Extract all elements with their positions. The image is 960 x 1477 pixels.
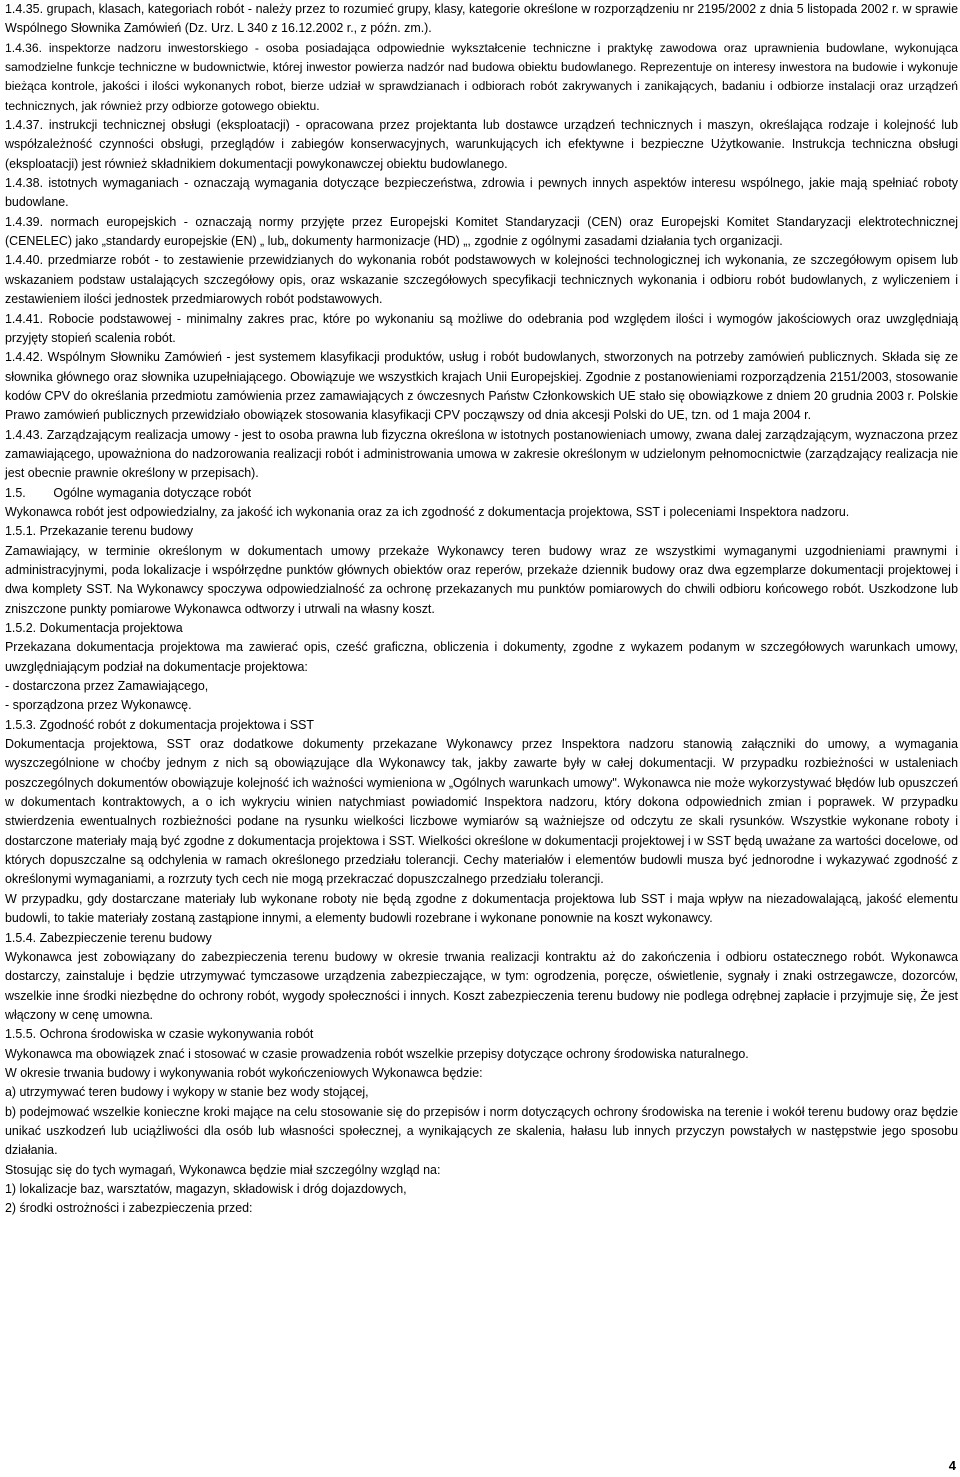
paragraph-1-5-3-continued: W przypadku, gdy dostarczane materiały lub wykonane roboty nie będą zgodne z dokumentacja projektowa lub SST i maja wpływ na niezadowalającą, jakość elementu budowli, to takie materiały zostaną zastąpione innymi, a elementy budowli rozebrane i wykonane ponownie na koszt wykonawcy. xyxy=(5,891,958,926)
paragraph-1-4-38: 1.4.38. istotnych wymaganiach - oznaczają wymagania dotyczące bezpieczeństwa, zdrowia i pewnych innych aspektów interesu wspólnego, jakie mają spełniać roboty budowlane. xyxy=(5,176,958,210)
list-item-2: 2) środki ostrożności i zabezpieczenia przed: xyxy=(5,1201,253,1216)
page-number: 4 xyxy=(948,1458,956,1473)
paragraph-1-5-1: Zamawiający, w terminie określonym w dokumentach umowy przekaże Wykonawcy teren budowy wraz ze wszystkimi wymaganymi uzgodnieniami prawnymi i administracyjnymi, poda lokalizacje i współrzędne punktów głównych obiektów oraz reperów, przekaże dziennik budowy oraz dwa egzemplarze dokumentacji projektowej i dwa komplety SST. Na Wykonawcy spoczywa odpowiedzialność za ochronę przekazanych mu punktów pomiarowych do chwili odbioru końcowego robót. Uszkodzone lub zniszczone punkty pomiarowe Wykonawca odtworzy i utrwali na własny koszt. xyxy=(5,543,958,616)
paragraph-1-5-5-regard: Stosując się do tych wymagań, Wykonawca będzie miał szczególny wzgląd na: xyxy=(5,1162,441,1177)
paragraph-1-5-5-duties-intro: W okresie trwania budowy i wykonywania robót wykończeniowych Wykonawca będzie: xyxy=(5,1065,483,1080)
list-item-b: b) podejmować wszelkie konieczne kroki mające na celu stosowanie się do przepisów i norm dotyczących ochrony środowiska na terenie i wokół terenu budowy oraz będzie unikać uszkodzeń lub uciążliwości dla osób lub własności społecznej, a wynikających ze skalenia, hałasu lub innych przyczyn powstałych w następstwie jego sposobu działania. xyxy=(5,1104,958,1158)
section-heading-1-5-2: 1.5.2. Dokumentacja projektowa xyxy=(5,621,183,635)
list-item-dostarczona: - dostarczona przez Zamawiającego, xyxy=(5,679,209,694)
paragraph-1-4-37: 1.4.37. instrukcji technicznej obsługi (eksploatacji) - opracowana przez projektanta lub dostawce urządzeń technicznych i maszyn, określająca rodzaje i kolejność lub współzależność czynności obsługi, przeglądów i zabiegów konserwacyjnych, warunkujących ich efektywne i bezpieczne Użytkowanie. Instrukcja techniczna obsługi (eksploatacji) jest również składnikiem dokumentacji powykonawczej obiektu budowlanego. xyxy=(5,118,958,171)
paragraph-1-5-4: Wykonawca jest zobowiązany do zabezpieczenia terenu budowy w okresie trwania realizacji kontraktu aż do zakończenia i odbioru ostatecznego robót. Wykonawca dostarczy, zainstaluje i będzie utrzymywać tymczasowe urządzenia zabezpieczające, w tym: ogrodzenia, poręcze, oświetlenie, sygnały i znaki ostrzegawcze, dozorców, wszelkie inne środki niezbędne do ochrony robót, wygody społeczności i innych. Koszt zabezpieczenia terenu budowy nie podlega odrębnej zapłacie i przyjmuje się, Że jest włączony w cenę umowna. xyxy=(5,949,958,1022)
paragraph-1-4-43: 1.4.43. Zarządzającym realizacja umowy - jest to osoba prawna lub fizyczna określona w istotnych postanowieniach umowy, zwana dalej zarządzającym, wyznaczona przez zamawiającego, upoważniona do nadzorowania realizacji robót i administrowania umowa w zakresie określonym w udzielonym pełnomocnictwie (zarządzający realizacja nie jest obecnie prawnie określony w przepisach). xyxy=(5,427,958,481)
paragraph-1-4-35: 1.4.35. grupach, klasach, kategoriach robót - należy przez to rozumieć grupy, klasy, kategorie określone w rozporządzeniu nr 2195/2002 z dnia 5 listopada 2002 r. w sprawie Wspólnego Słownika Zamówień (Dz. Urz. L 340 z 16.12.2002 r., z późn. zm.). xyxy=(5,2,958,36)
paragraph-1-4-40: 1.4.40. przedmiarze robót - to zestawienie przewidzianych do wykonania robót podstawowych w kolejności technologicznej ich wykonania, ze szczegółowym opisem lub wskazaniem podstaw ustalających szczegółowy opis, oraz wskazanie szczegółowych specyfikacji technicznych wykonania i odbioru robót budowlanych, z wyliczeniem i zestawieniem ilości jednostek przedmiarowych robót podstawowych. xyxy=(5,253,958,307)
list-item-a: a) utrzymywać teren budowy i wykopy w stanie bez wody stojącej, xyxy=(5,1085,369,1100)
section-heading-1-5-3: 1.5.3. Zgodność robót z dokumentacja projektowa i SST xyxy=(5,717,315,732)
section-heading-1-5: 1.5. Ogólne wymagania dotyczące robót xyxy=(5,485,252,500)
paragraph-1-5-5: Wykonawca ma obowiązek znać i stosować w czasie prowadzenia robót wszelkie przepisy dotyczące ochrony środowiska naturalnego. xyxy=(5,1046,749,1061)
section-heading-1-5-1: 1.5.1. Przekazanie terenu budowy xyxy=(5,524,194,539)
section-heading-1-5-4: 1.5.4. Zabezpieczenie terenu budowy xyxy=(5,930,212,945)
document-body xyxy=(5,0,958,1219)
paragraph-1-4-36: 1.4.36. inspektorze nadzoru inwestorskiego - osoba posiadająca odpowiednie wykształcenie techniczne i praktykę zawodowa oraz uprawnienia budowlane, wykonująca samodzielne funkcje techniczne w budownictwie, której inwestor powierza nadzór nad budowa obiektu budowlanego. Reprezentuje on interesy inwestora na budowie i wykonuje bieżąca kontrole, jakości i ilości wykonanych robot, bierze udział w sprawdzianach i odbiorach robót zakrywanych i zanikających, badaniu i odbiorze instalacji oraz urządzeń technicznych, jak również przy odbiorze gotowego obiektu. xyxy=(5,40,958,113)
list-item-sporzadzona: - sporządzona przez Wykonawcę. xyxy=(5,698,192,713)
paragraph-1-4-42: 1.4.42. Wspólnym Słowniku Zamówień - jest systemem klasyfikacji produktów, usług i robót budowlanych, stworzonych na potrzeby zamówień publicznych. Składa się ze słownika głównego oraz słownika uzupełniającego. Obowiązuje we wszystkich krajach Unii Europejskiej. Zgodnie z postanowieniami rozporządzenia 2151/2003, stosowanie kodów CPV do określania przedmiotu zamówienia przez zamawiających z ówczesnych Państw Członkowskich UE stało się obowiązkowe z dniem 20 grudnia 2003 r. Polskie Prawo zamówień publicznych przewidziało obowiązek stosowania klasyfikacji CPV począwszy od dnia akcesji Polski do UE, tzn. od 1 maja 2004 r. xyxy=(5,350,958,423)
section-heading-1-5-5: 1.5.5. Ochrona środowiska w czasie wykonywania robót xyxy=(5,1027,314,1042)
paragraph-1-4-41: 1.4.41. Robocie podstawowej - minimalny zakres prac, które po wykonaniu są możliwe do odebrania pod względem ilości i wymogów jakościowych oraz uwzględniają przyjęty stopień scalenia robót. xyxy=(5,311,958,345)
paragraph-1-5-intro: Wykonawca robót jest odpowiedzialny, za jakość ich wykonania oraz za ich zgodność z dokumentacja projektowa, SST i poleceniami Inspektora nadzoru. xyxy=(5,504,850,519)
list-item-1: 1) lokalizacje baz, warsztatów, magazyn, składowisk i dróg dojazdowych, xyxy=(5,1181,407,1196)
paragraph-1-5-3: Dokumentacja projektowa, SST oraz dodatkowe dokumenty przekazane Wykonawcy przez Inspektora nadzoru stanowią załączniki do umowy, a wymagania wyszczególnione w choćby jednym z nich są obowiązujące dla Wykonawcy tak, jakby zawarte były w całej dokumentacji. W przypadku rozbieżności w ustaleniach poszczególnych dokumentów obowiązuje kolejność ich ważności wymieniona w „Ogólnych warunkach umowy". Wykonawca nie może wykorzystywać błędów lub opuszczeń w dokumentach kontraktowych, a o ich wykryciu winien natychmiast powiadomić Inspektora nadzoru, który dokona odpowiednich zmian i poprawek. W przypadku stwierdzenia ewentualnych rozbieżności podane na rysunku wielkości liczbowe wymiarów są ważniejsze od odczytu ze skali rysunków. Wszystkie wykonane roboty i dostarczone materiały mają być zgodne z dokumentacja projektowa i SST. Wielkości określone w dokumentacji projektowej i w SST będą uważane za wartości docelowe, od których dopuszczalne są odchylenia w ramach określonego przedziału tolerancji. Cechy materiałów i elementów budowli musza być jednorodne i wykazywać zgodność z określonymi wymaganiami, a rozrzuty tych cech nie mogą przekraczać dopuszczalnego przedziału tolerancji. xyxy=(5,737,958,887)
paragraph-1-5-2: Przekazana dokumentacja projektowa ma zawierać opis, cześć graficzna, obliczenia i dokumenty, zgodne z wykazem podanym w szczegółowych warunkach umowy, uwzględniającym podział na dokumentacje projektowa: xyxy=(5,640,958,674)
paragraph-1-4-39: 1.4.39. normach europejskich - oznaczają normy przyjęte przez Europejski Komitet Standaryzacji (CEN) oraz Europejski Komitet Standaryzacji elektrotechnicznej (CENELEC) jako „standardy europejskie (EN) „ lub„ dokumenty harmonizacje (HD) „, zgodnie z ogólnymi zasadami działania tych organizacji. xyxy=(5,214,958,249)
